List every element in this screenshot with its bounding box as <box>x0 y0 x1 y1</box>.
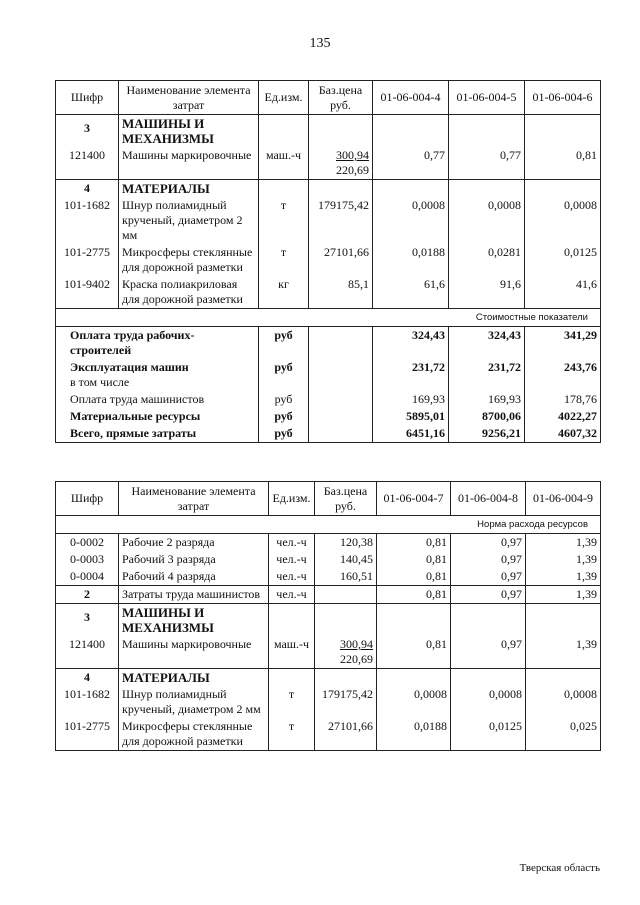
row-price <box>309 147 373 180</box>
summary-unit: руб <box>259 327 309 360</box>
header-name: Наименование элемента затрат <box>119 81 259 115</box>
summary-value-1: 324,43 <box>373 327 449 360</box>
summary-unit: руб <box>259 391 309 408</box>
summary-unit: руб <box>259 408 309 425</box>
row-unit: кг <box>259 276 309 309</box>
row-code: 0-0002 <box>56 534 119 552</box>
row-name: Машины маркировочные <box>119 147 259 180</box>
row-value-1: 0,0188 <box>373 244 449 276</box>
row-value-3: 1,39 <box>526 586 601 604</box>
row-price: 160,51 <box>315 568 377 586</box>
row-value-3: 0,0125 <box>525 244 601 276</box>
section-title: МАТЕРИАЛЫ <box>119 669 269 687</box>
row-unit: чел.-ч <box>269 568 315 586</box>
row-value-3: 0,0008 <box>525 197 601 244</box>
row-value-2: 91,6 <box>449 276 525 309</box>
row-code: 2 <box>56 586 119 604</box>
summary-value-1: 5895,01 <box>373 408 449 425</box>
price-primary: 300,94 <box>336 148 369 162</box>
section-row-machines <box>56 115 601 148</box>
summary-name: Оплата труда рабочих-строителей <box>56 327 259 360</box>
row-value-3: 1,39 <box>526 568 601 586</box>
header-col-1: 01-06-004-4 <box>373 81 449 115</box>
summary-value-1: 6451,16 <box>373 425 449 443</box>
row-price: 85,1 <box>309 276 373 309</box>
section-title: МАШИНЫ И МЕХАНИЗМЫ <box>119 115 259 148</box>
resource-table-2 <box>55 481 601 751</box>
row-code: 121400 <box>56 147 119 180</box>
row-name: Микросферы стеклянные для дорожной разметки <box>119 244 259 276</box>
row-name: Краска полиакриловая для дорожной разметки <box>119 276 259 309</box>
table-row <box>56 686 601 718</box>
row-value-2: 0,0281 <box>449 244 525 276</box>
cost-note-row <box>56 309 601 327</box>
row-name: Рабочие 2 разряда <box>119 534 269 552</box>
header-base-price: Баз.цена руб. <box>315 482 377 516</box>
row-price: 27101,66 <box>309 244 373 276</box>
row-value-2: 0,97 <box>451 551 526 568</box>
summary-value-3: 243,76 <box>525 359 601 391</box>
summary-row <box>56 327 601 360</box>
row-value-2: 0,97 <box>451 568 526 586</box>
row-value-1: 0,81 <box>377 586 451 604</box>
summary-row-total <box>56 425 601 443</box>
header-col-3: 01-06-004-6 <box>525 81 601 115</box>
summary-including-label: в том числе <box>70 375 130 389</box>
summary-value-3: 4607,32 <box>525 425 601 443</box>
section-row-materials <box>56 669 601 687</box>
row-name: Микросферы стеклянные для дорожной разметки <box>119 718 269 751</box>
header-base-price: Баз.цена руб. <box>309 81 373 115</box>
row-unit: т <box>269 718 315 751</box>
table-row <box>56 534 601 552</box>
row-value-3: 1,39 <box>526 551 601 568</box>
row-unit: чел.-ч <box>269 586 315 604</box>
header-unit: Ед.изм. <box>269 482 315 516</box>
row-value-1: 0,0008 <box>373 197 449 244</box>
table-header-row <box>56 482 601 516</box>
page-number: 135 <box>309 36 331 51</box>
row-code: 101-2775 <box>56 718 119 751</box>
row-name: Машины маркировочные <box>119 636 269 669</box>
row-code: 121400 <box>56 636 119 669</box>
row-code: 101-1682 <box>56 686 119 718</box>
row-unit: маш.-ч <box>269 636 315 669</box>
summary-value-2: 231,72 <box>449 359 525 391</box>
row-unit: т <box>269 686 315 718</box>
header-name: Наименование элемента затрат <box>119 482 269 516</box>
table-row <box>56 718 601 751</box>
row-name: Затраты труда машинистов <box>119 586 269 604</box>
row-value-2: 0,97 <box>451 534 526 552</box>
row-value-1: 0,0008 <box>377 686 451 718</box>
summary-unit: руб <box>259 359 309 391</box>
row-value-2: 0,0008 <box>451 686 526 718</box>
summary-value-2: 169,93 <box>449 391 525 408</box>
section-title: МАШИНЫ И МЕХАНИЗМЫ <box>119 604 269 637</box>
row-unit: маш.-ч <box>259 147 309 180</box>
price-primary: 300,94 <box>340 637 373 651</box>
summary-value-2: 9256,21 <box>449 425 525 443</box>
row-value-3: 41,6 <box>525 276 601 309</box>
row-price <box>315 636 377 669</box>
row-value-3: 0,81 <box>525 147 601 180</box>
row-value-3: 1,39 <box>526 636 601 669</box>
header-unit: Ед.изм. <box>259 81 309 115</box>
row-price: 179175,42 <box>309 197 373 244</box>
row-value-3: 0,025 <box>526 718 601 751</box>
price-secondary: 220,69 <box>340 652 373 666</box>
row-code: 101-2775 <box>56 244 119 276</box>
summary-name-main: Эксплуатация машин <box>70 360 189 374</box>
resource-table-1 <box>55 80 601 443</box>
summary-value-1: 231,72 <box>373 359 449 391</box>
row-name: Шнур полиамидный крученый, диаметром 2 мм <box>119 197 259 244</box>
summary-name: Всего, прямые затраты <box>56 425 259 443</box>
row-value-1: 0,81 <box>377 568 451 586</box>
section-title: МАТЕРИАЛЫ <box>119 180 259 198</box>
section-row-machines <box>56 604 601 637</box>
summary-value-3: 178,76 <box>525 391 601 408</box>
table-row <box>56 197 601 244</box>
row-value-3: 1,39 <box>526 534 601 552</box>
table-row <box>56 551 601 568</box>
summary-row <box>56 391 601 408</box>
row-price: 120,38 <box>315 534 377 552</box>
row-code: 101-9402 <box>56 276 119 309</box>
header-col-1: 01-06-004-7 <box>377 482 451 516</box>
footer-region: Тверская область <box>519 862 600 874</box>
row-code: 0-0004 <box>56 568 119 586</box>
row-unit: чел.-ч <box>269 534 315 552</box>
row-value-1: 0,0188 <box>377 718 451 751</box>
row-name: Шнур полиамидный крученый, диаметром 2 мм <box>119 686 269 718</box>
row-code: 101-1682 <box>56 197 119 244</box>
section-number: 4 <box>56 669 119 687</box>
table-row <box>56 276 601 309</box>
section-number: 3 <box>56 604 119 637</box>
row-value-1: 0,81 <box>377 534 451 552</box>
row-value-2: 0,97 <box>451 636 526 669</box>
row-value-2: 0,0125 <box>451 718 526 751</box>
row-price: 179175,42 <box>315 686 377 718</box>
table-header-row <box>56 81 601 115</box>
summary-name <box>56 359 259 391</box>
row-value-2: 0,97 <box>451 586 526 604</box>
summary-value-1: 169,93 <box>373 391 449 408</box>
row-value-1: 0,81 <box>377 636 451 669</box>
row-value-1: 0,77 <box>373 147 449 180</box>
header-col-3: 01-06-004-9 <box>526 482 601 516</box>
norm-consumption-label: Норма расхода ресурсов <box>56 516 601 534</box>
section-number: 4 <box>56 180 119 198</box>
summary-name: Оплата труда машинистов <box>56 391 259 408</box>
price-secondary: 220,69 <box>336 163 369 177</box>
row-value-1: 0,81 <box>377 551 451 568</box>
row-value-2: 0,77 <box>449 147 525 180</box>
row-unit: чел.-ч <box>269 551 315 568</box>
summary-row <box>56 408 601 425</box>
summary-value-3: 341,29 <box>525 327 601 360</box>
summary-value-3: 4022,27 <box>525 408 601 425</box>
row-price: 27101,66 <box>315 718 377 751</box>
table-row <box>56 636 601 669</box>
table-row <box>56 244 601 276</box>
row-value-1: 61,6 <box>373 276 449 309</box>
header-code: Шифр <box>56 81 119 115</box>
section-row-materials <box>56 180 601 198</box>
summary-name: Материальные ресурсы <box>56 408 259 425</box>
summary-value-2: 324,43 <box>449 327 525 360</box>
row-name: Рабочий 3 разряда <box>119 551 269 568</box>
norm-note-row <box>56 516 601 534</box>
row-code: 0-0003 <box>56 551 119 568</box>
row-value-3: 0,0008 <box>526 686 601 718</box>
summary-value-2: 8700,06 <box>449 408 525 425</box>
summary-unit: руб <box>259 425 309 443</box>
summary-row <box>56 359 601 391</box>
table-row <box>56 147 601 180</box>
row-price: 140,45 <box>315 551 377 568</box>
row-unit: т <box>259 244 309 276</box>
row-unit: т <box>259 197 309 244</box>
header-col-2: 01-06-004-8 <box>451 482 526 516</box>
cost-indicators-label: Стоимостные показатели <box>56 309 601 327</box>
table-row <box>56 568 601 586</box>
section-number: 3 <box>56 115 119 148</box>
header-col-2: 01-06-004-5 <box>449 81 525 115</box>
row-value-2: 0,0008 <box>449 197 525 244</box>
table-row <box>56 586 601 604</box>
row-name: Рабочий 4 разряда <box>119 568 269 586</box>
header-code: Шифр <box>56 482 119 516</box>
